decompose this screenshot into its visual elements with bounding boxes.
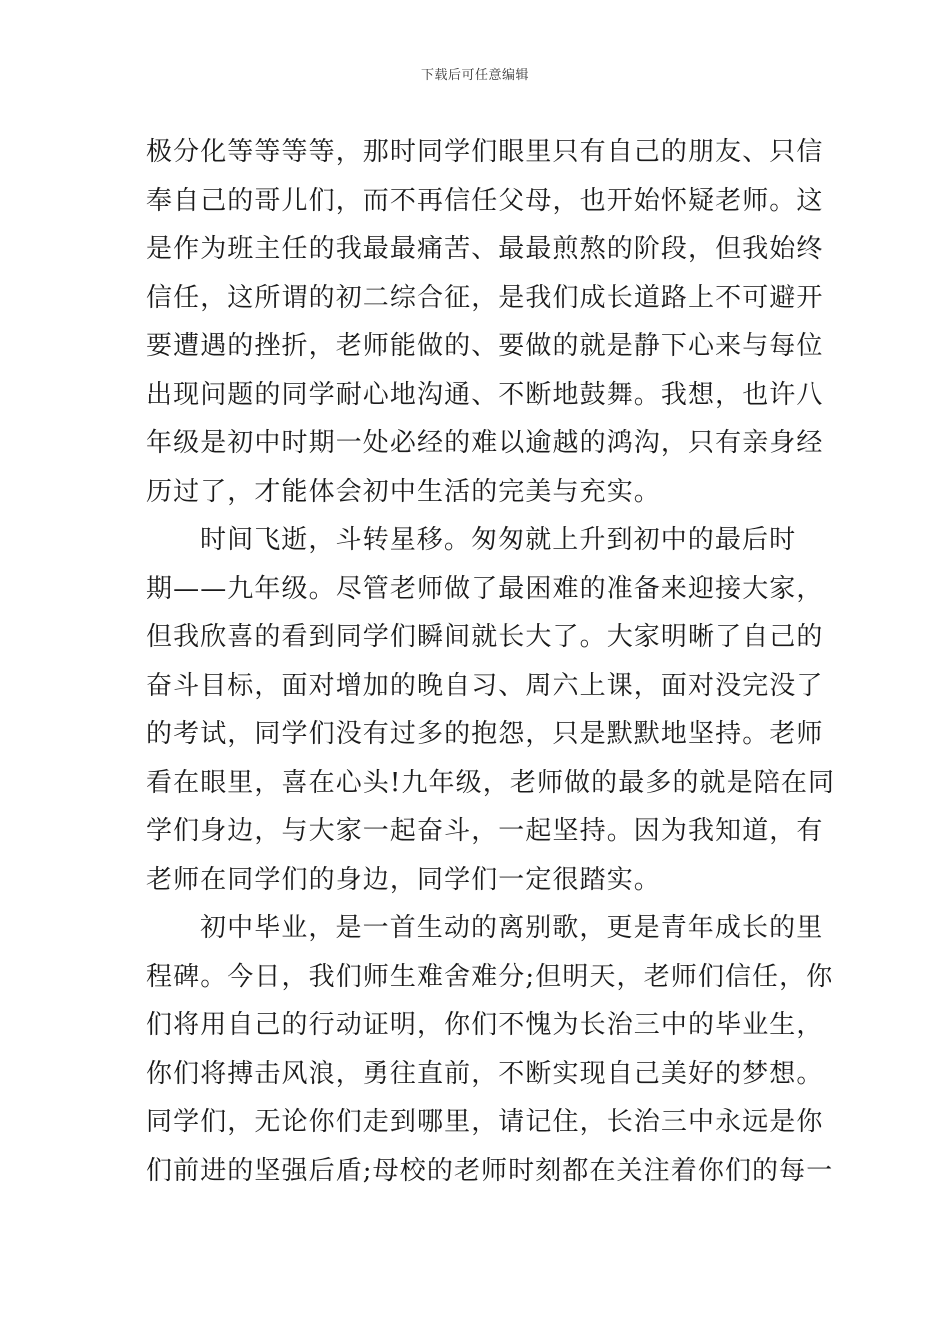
paragraph-first-line: 初中毕业，是一首生动的离别歌，更是青年成长的里 — [200, 913, 824, 943]
text-line: 的考试，同学们没有过多的抱怨，只是默默地坚持。老师 — [146, 719, 824, 749]
text-line: 是作为班主任的我最最痛苦、最最煎熬的阶段，但我始终 — [146, 234, 824, 264]
text-line: 你们将搏击风浪，勇往直前，不断实现自己美好的梦想。 — [146, 1058, 824, 1089]
text-line: 信任，这所谓的初二综合征，是我们成长道路上不可避开 — [146, 282, 824, 313]
text-line: 奉自己的哥儿们，而不再信任父母，也开始怀疑老师。这 — [146, 185, 824, 216]
text-line: 年级是初中时期一处必经的难以逾越的鸿沟，只有亲身经 — [146, 428, 824, 458]
text-line: 同学们，无论你们走到哪里，请记住，长治三中永远是你 — [146, 1107, 824, 1137]
text-line: 看在眼里，喜在心头!九年级，老师做的最多的就是陪在同 — [146, 767, 836, 798]
text-line: 老师在同学们的身边，同学们一定很踏实。 — [146, 864, 661, 895]
body-text — [146, 128, 836, 1195]
text-line: 程碑。今日，我们师生难舍难分;但明天，老师们信任，你 — [146, 961, 834, 992]
text-line: 极分化等等等等，那时同学们眼里只有自己的朋友、只信 — [146, 137, 824, 167]
text-line: 期——九年级。尽管老师做了最困难的准备来迎接大家， — [146, 573, 824, 604]
text-line: 奋斗目标，面对增加的晚自习、周六上课，面对没完没了 — [146, 670, 824, 701]
text-line: 但我欣喜的看到同学们瞬间就长大了。大家明晰了自己的 — [146, 622, 824, 652]
text-line: 们前进的坚强后盾;母校的老师时刻都在关注着你们的每一 — [146, 1155, 834, 1186]
text-line: 们将用自己的行动证明，你们不愧为长治三中的毕业生， — [146, 1010, 824, 1040]
text-line: 出现问题的同学耐心地沟通、不断地鼓舞。我想，也许八 — [146, 379, 824, 410]
text-line: 要遭遇的挫折，老师能做的、要做的就是静下心来与每位 — [146, 331, 824, 361]
paragraph-first-line: 时间飞逝，斗转星移。匆匆就上升到初中的最后时 — [200, 525, 797, 555]
text-line: 历过了，才能体会初中生活的完美与充实。 — [146, 476, 661, 507]
text-line: 学们身边，与大家一起奋斗，一起坚持。因为我知道，有 — [146, 816, 824, 846]
page-header-note: 下载后可任意编辑 — [420, 68, 529, 83]
